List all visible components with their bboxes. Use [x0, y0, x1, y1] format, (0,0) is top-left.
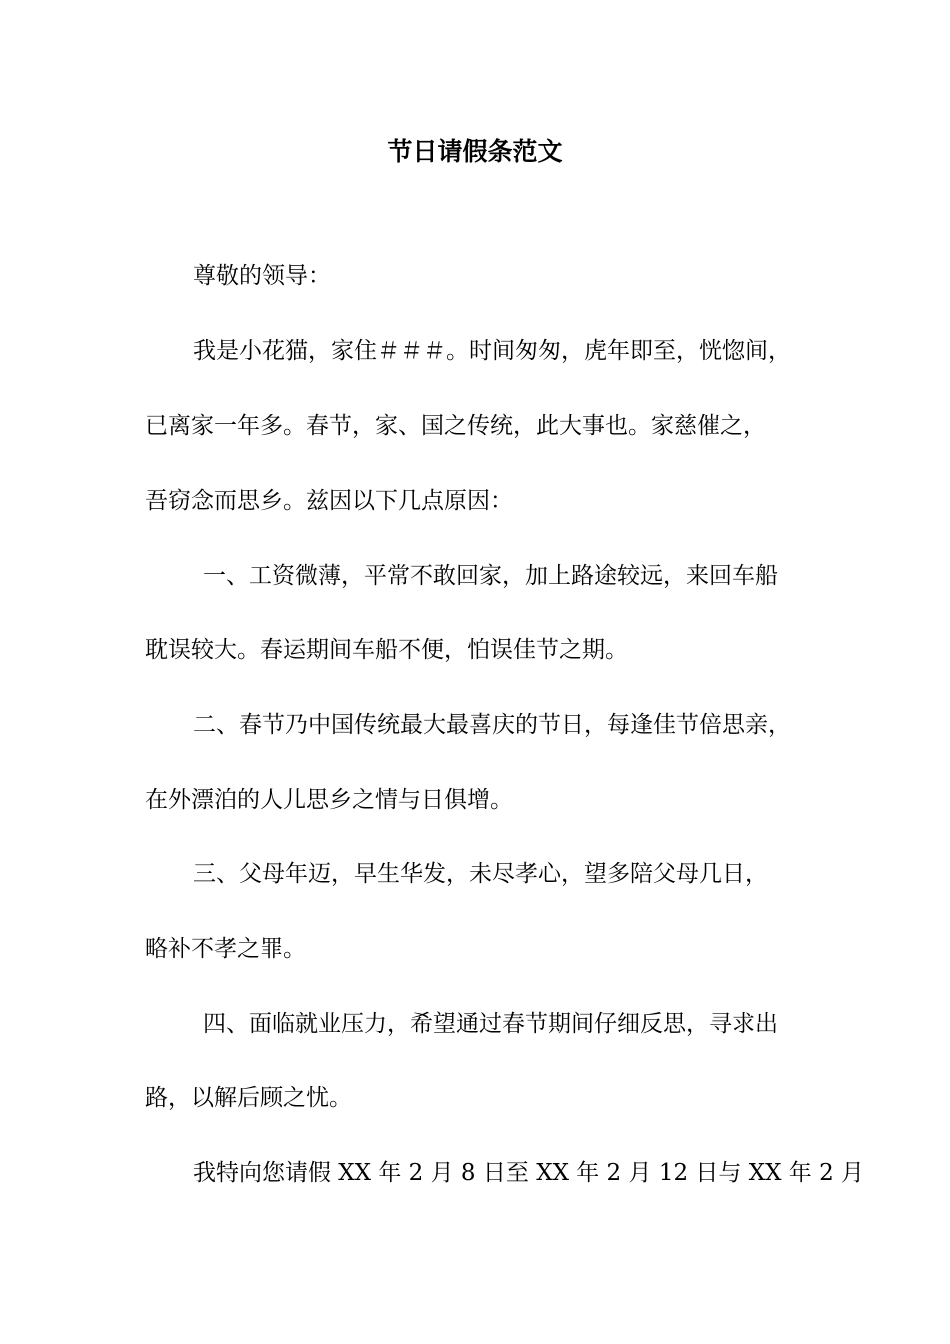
reason-two-line: 在外漂泊的人儿思乡之情与日俱增。: [145, 787, 513, 813]
paragraph-line: 已离家一年多。春节，家、国之传统，此大事也。家慈催之，: [145, 413, 766, 439]
reason-four-line: 四、面临就业压力，希望通过春节期间仔细反思，寻求出: [203, 1011, 778, 1037]
reason-four-line: 路，以解后顾之忧。: [145, 1085, 352, 1111]
request-line: 我特向您请假 XX 年 2 月 8 日至 XX 年 2 月 12 日与 XX 年 2 月: [193, 1160, 865, 1186]
document-title: 节日请假条范文: [387, 137, 563, 166]
reason-three-line: 三、父母年迈，早生华发，未尽孝心，望多陪父母几日，: [193, 861, 768, 887]
reason-three-line: 略补不孝之罪。: [145, 936, 306, 962]
reason-one-line: 一、工资微薄，平常不敢回家，加上路途较远，来回车船: [203, 563, 778, 589]
reason-one-line: 耽误较大。春运期间车船不便，怕误佳节之期。: [145, 637, 628, 663]
paragraph-line: 吾窃念而思乡。兹因以下几点原因：: [145, 488, 513, 514]
reason-two-line: 二、春节乃中国传统最大最喜庆的节日，每逢佳节倍思亲，: [193, 712, 791, 738]
paragraph-line: 我是小花猫，家住＃＃＃。时间匆匆，虎年即至，恍惚间，: [193, 338, 791, 364]
salutation: 尊敬的领导：: [193, 263, 331, 289]
